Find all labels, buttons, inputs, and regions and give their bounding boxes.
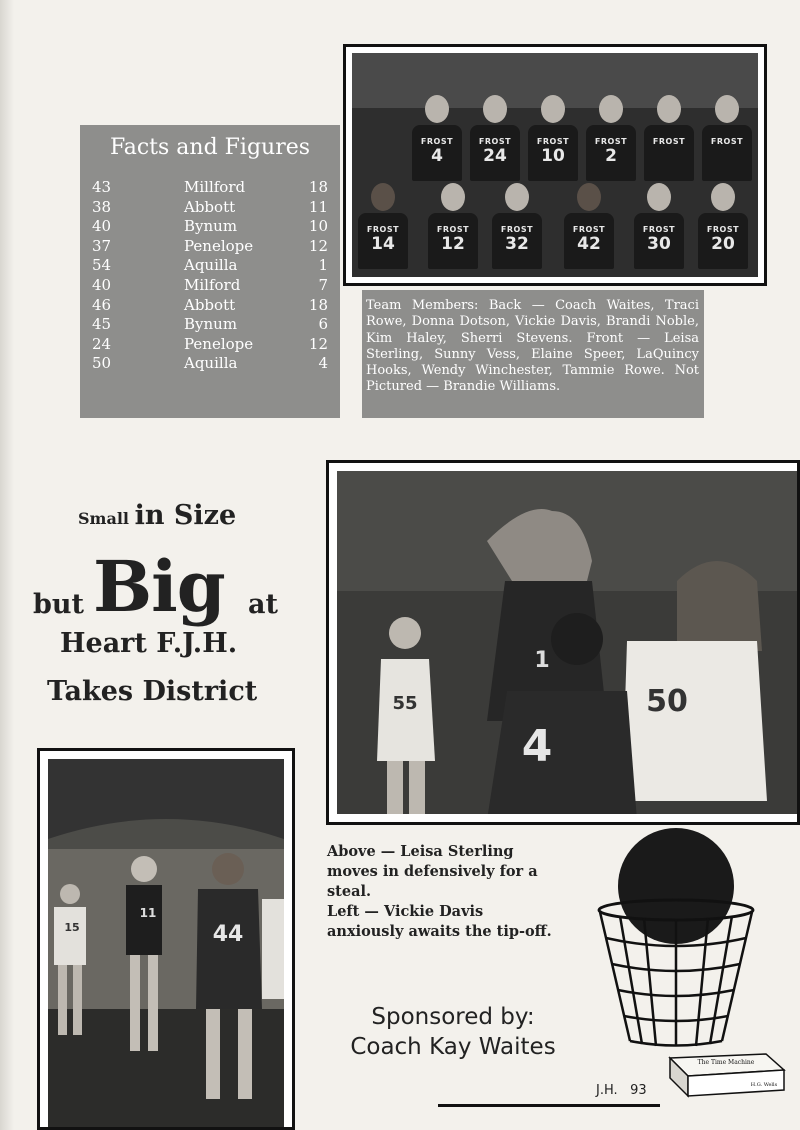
player-head [647, 183, 671, 211]
jersey-word: FROST [572, 225, 606, 234]
jersey-number: 12 [441, 234, 465, 254]
action-number-55: 55 [392, 693, 418, 714]
opponent-name: Abbott [184, 197, 236, 216]
jersey-word: FROST [642, 225, 676, 234]
player-jersey [586, 125, 636, 181]
left-photo [48, 759, 284, 1127]
basketball-hoop-drawing [594, 826, 758, 1050]
opponent-name: Milford [184, 275, 241, 294]
jersey-number: 30 [647, 234, 671, 254]
score-row [92, 217, 332, 237]
score-row [92, 296, 332, 316]
caption-above: Above — Leisa Sterling moves in defensively for a steal. [327, 843, 538, 900]
player-head [711, 183, 735, 211]
our-score: 45 [92, 315, 112, 334]
action-scene [337, 471, 797, 814]
action-photo-frame [326, 460, 800, 825]
opponent-name: Penelope [184, 334, 254, 353]
footer-section: J.H. [596, 1083, 618, 1098]
opponent-score: 4 [318, 354, 328, 373]
player-jersey [492, 213, 542, 269]
our-score: 24 [92, 334, 112, 353]
headline-line-4: Takes District [47, 676, 258, 707]
player-jersey [528, 125, 578, 181]
opponent-score: 18 [308, 178, 328, 196]
book-title: The Time Machine [697, 1059, 755, 1066]
jersey-number: 42 [577, 234, 601, 254]
our-score: 40 [92, 217, 112, 236]
headline-big: Big [93, 545, 225, 628]
player-head [441, 183, 465, 211]
footer-page-number: 93 [630, 1083, 647, 1098]
page-footer [596, 1083, 647, 1098]
player-jersey [564, 213, 614, 269]
left-number-44: 44 [212, 922, 244, 947]
jersey-word: FROST [652, 137, 686, 146]
opponent-name: Aquilla [184, 354, 238, 373]
jersey-word: FROST [436, 225, 470, 234]
opponent-score: 1 [318, 256, 328, 275]
opponent-name: Aquilla [184, 256, 238, 275]
player-head [505, 183, 529, 211]
left-number-15: 15 [64, 921, 80, 934]
opponent-score: 7 [318, 275, 328, 294]
player-head [483, 95, 507, 123]
team-photo [352, 53, 758, 277]
player-head [657, 95, 681, 123]
caption-left: Left — Vickie Davis anxiously awaits the tip-off. [327, 903, 552, 940]
player-head [541, 95, 565, 123]
opponent-score: 11 [308, 197, 328, 216]
action-photo [337, 471, 797, 814]
player-head [371, 183, 395, 211]
team-caption: Team Members: Back — Coach Waites, Traci Rowe, Donna Dotson, Vickie Davis, Brandi Noble, Kim Haley, Sherri Stevens. Front — Leisa Sterling, Sunny Vess, Elaine Speer, LaQuincy Hooks, Wendy Winchester, Tammie Rowe. Not Pictured — Brandie Williams. [362, 290, 704, 418]
opponent-name: Bynum [184, 315, 238, 334]
jersey-number: 32 [505, 234, 529, 254]
jersey-number: 10 [541, 146, 565, 166]
headline-in-size: in Size [134, 500, 237, 531]
score-row [92, 178, 332, 198]
left-number-11: 11 [139, 906, 157, 920]
our-score: 38 [92, 197, 112, 216]
sponsor-line-1: Sponsored by: [371, 1004, 535, 1030]
opponent-score: 12 [308, 334, 328, 353]
headline-line-3: Heart F.J.H. [60, 628, 238, 659]
player-jersey [412, 125, 462, 181]
jersey-word: FROST [478, 137, 512, 146]
score-row [92, 354, 332, 374]
opponent-score: 10 [308, 217, 328, 236]
jersey-number: 20 [711, 234, 735, 254]
action-number-1: 1 [534, 648, 550, 673]
jersey-word: FROST [536, 137, 570, 146]
player-head [599, 95, 623, 123]
footer-rule [438, 1104, 660, 1107]
our-score: 50 [92, 354, 112, 373]
book-author: H.G. Wells [750, 1082, 778, 1088]
our-score: 54 [92, 256, 112, 275]
headline-line-2 [33, 545, 303, 635]
headline-at: at [248, 589, 278, 620]
player-jersey [470, 125, 520, 181]
player-jersey [428, 213, 478, 269]
headline-line-1 [78, 500, 236, 531]
action-number-50: 50 [646, 684, 688, 719]
player-jersey [634, 213, 684, 269]
facts-title: Facts and Figures [109, 135, 311, 160]
opponent-name: Abbott [184, 295, 236, 314]
our-score: 46 [92, 295, 112, 314]
player-jersey [698, 213, 748, 269]
action-number-4: 4 [521, 721, 553, 772]
left-photo-frame [37, 748, 295, 1130]
score-row [92, 276, 332, 296]
sponsor-line-2: Coach Kay Waites [350, 1034, 556, 1060]
team-photo-frame [343, 44, 767, 286]
jersey-number: 4 [431, 146, 443, 166]
player-head [425, 95, 449, 123]
score-row [92, 256, 332, 276]
score-row [92, 198, 332, 218]
headline-small: Small [78, 509, 130, 528]
headline-but: but [33, 589, 84, 620]
jersey-word: FROST [420, 137, 454, 146]
score-table [92, 178, 332, 374]
score-row [92, 237, 332, 257]
photo-captions [327, 842, 552, 942]
player-head [715, 95, 739, 123]
jersey-number: 2 [605, 146, 617, 166]
sponsor-block [318, 1002, 588, 1062]
left-scene [48, 759, 284, 1127]
our-score: 37 [92, 236, 112, 255]
player-head [577, 183, 601, 211]
score-row [92, 315, 332, 335]
our-score: 43 [92, 178, 112, 196]
player-jersey [358, 213, 408, 269]
jersey-word: FROST [366, 225, 400, 234]
player-jersey [702, 125, 752, 181]
opponent-name: Bynum [184, 217, 238, 236]
book-logo [668, 1052, 786, 1098]
opponent-score: 6 [318, 315, 328, 334]
jersey-number: 24 [483, 146, 507, 166]
score-row [92, 335, 332, 355]
jersey-word: FROST [710, 137, 744, 146]
facts-and-figures-box [80, 125, 340, 418]
jersey-number: 14 [371, 234, 395, 254]
jersey-word: FROST [500, 225, 534, 234]
opponent-score: 18 [308, 295, 328, 314]
jersey-word: FROST [706, 225, 740, 234]
player-jersey [644, 125, 694, 181]
opponent-name: Millford [184, 178, 246, 196]
jersey-word: FROST [594, 137, 628, 146]
our-score: 40 [92, 275, 112, 294]
page-edge-shadow [0, 0, 14, 1130]
opponent-name: Penelope [184, 236, 254, 255]
opponent-score: 12 [308, 236, 328, 255]
